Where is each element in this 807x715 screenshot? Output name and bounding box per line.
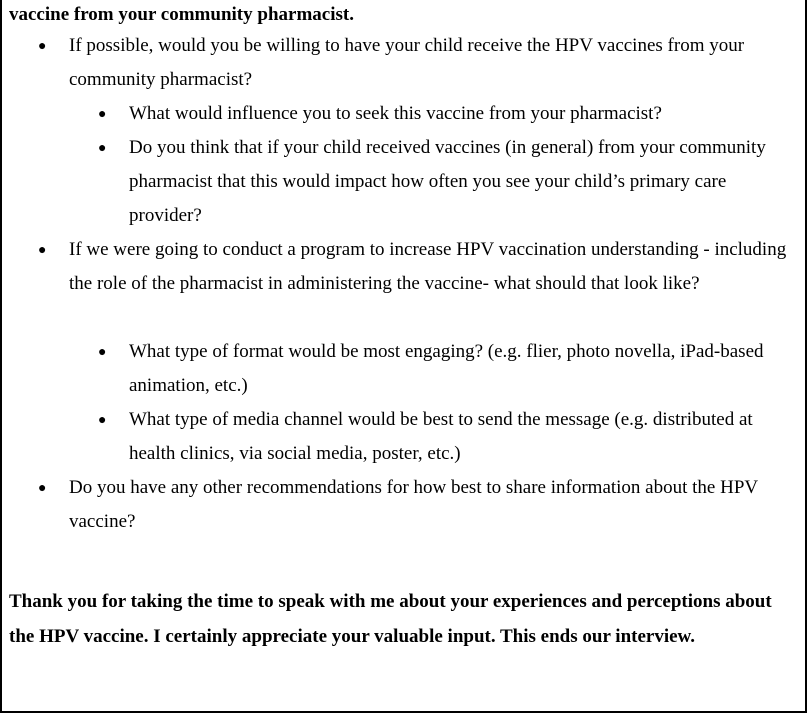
bullet-icon: ● [98, 413, 107, 428]
sub-question-item: Do you think that if your child received vaccines (in general) from your community pharmacist that this would impact how often you see your child’s primary care provider? [129, 137, 766, 226]
bullet-icon: ● [98, 345, 107, 360]
question-item: If possible, would you be willing to have your child receive the HPV vaccines from your community pharmacist? [69, 35, 745, 90]
sub-question-item: What type of format would be most engaging? (e.g. flier, photo novella, iPad-based animation, etc.) [129, 341, 764, 396]
section-heading: vaccine from your community pharmacist. [9, 4, 354, 25]
bullet-icon: ● [98, 141, 107, 156]
bullet-icon: ● [38, 243, 47, 258]
bullet-icon: ● [38, 39, 47, 54]
sub-question-item: What would influence you to seek this vaccine from your pharmacist? [129, 103, 662, 124]
sub-question-item: What type of media channel would be best to send the message (e.g. distributed at health clinics, via social media, poster, etc.) [129, 409, 753, 464]
bullet-icon: ● [98, 107, 107, 122]
question-item: Do you have any other recommendations for how best to share information about the HPV vaccine? [69, 477, 758, 532]
bullet-icon: ● [38, 481, 47, 496]
question-item: If we were going to conduct a program to increase HPV vaccination understanding - including the role of the pharmacist in administering the vaccine- what should that look like? [69, 239, 787, 294]
closing-statement: Thank you for taking the time to speak with me about your experiences and perceptions about the HPV vaccine. I certainly appreciate your valuable input. This ends our interview. [9, 591, 772, 647]
